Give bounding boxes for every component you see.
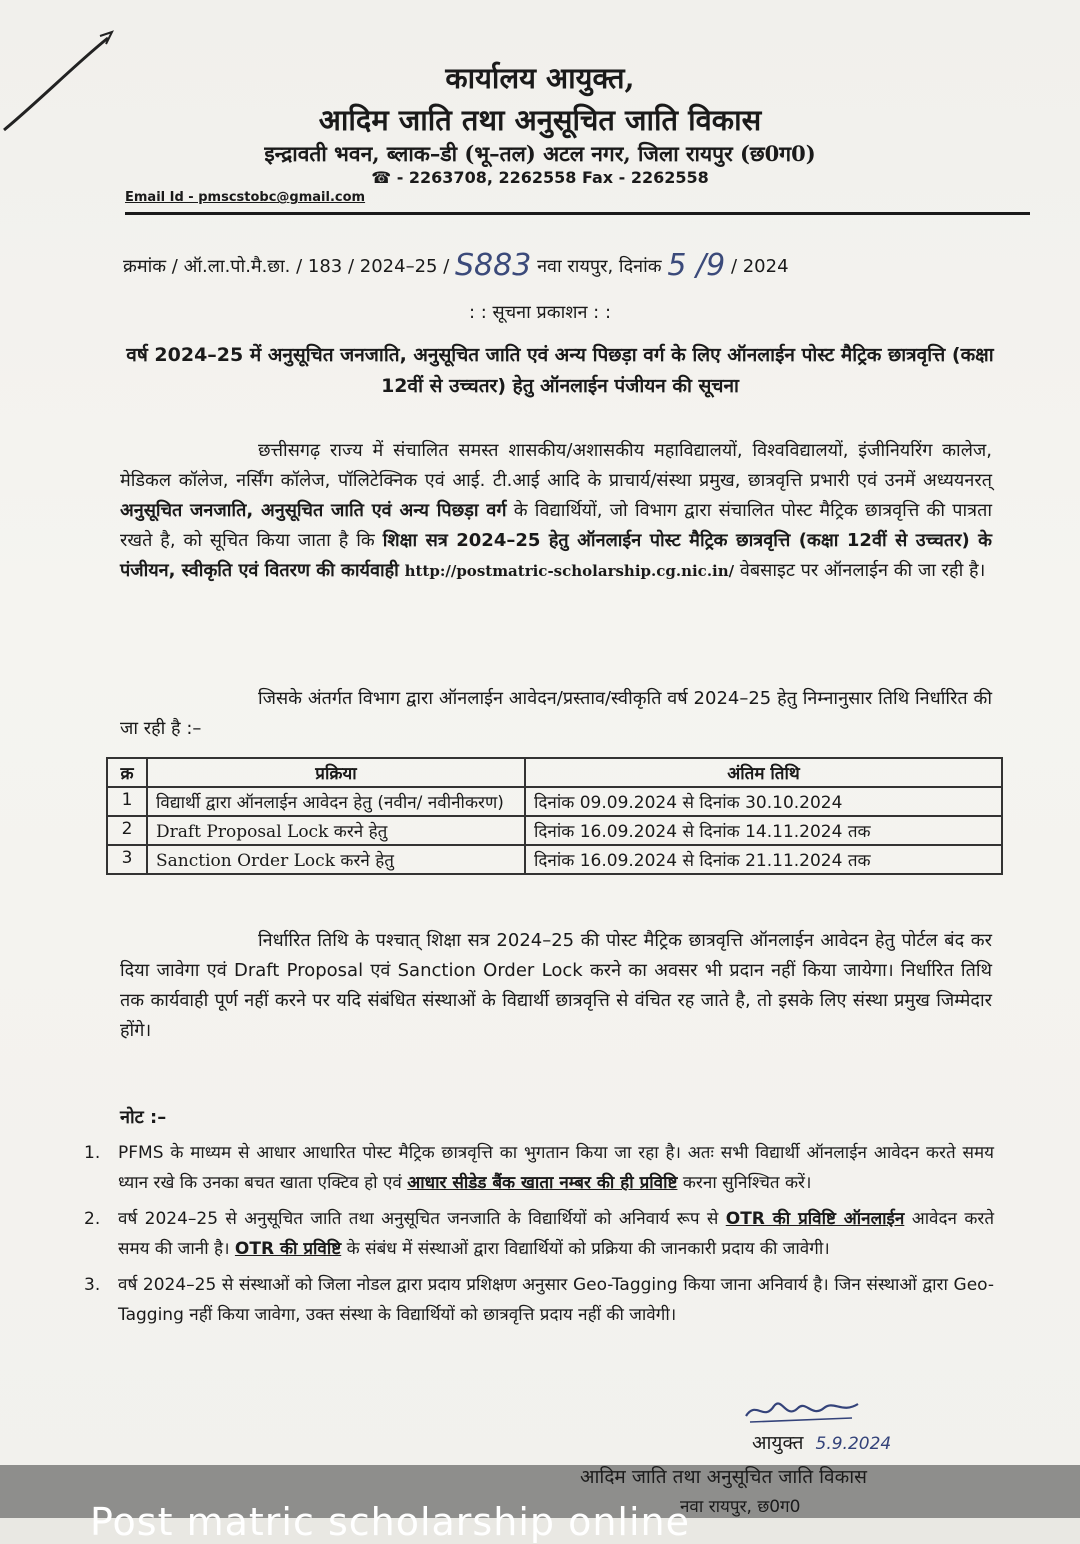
place-date-label: नवा रायपुर, दिनांक xyxy=(537,256,662,277)
note-1-emphasis: आधार सीडेड बैंक खाता नम्बर की ही प्रविष्टि xyxy=(407,1173,678,1193)
header-serial: क्र xyxy=(107,758,147,787)
paragraph-1-bold-a: अनुसूचित जनजाति, अनुसूचित जाति एवं अन्य पिछड़ा वर्ग xyxy=(120,500,507,521)
note-number: 1. xyxy=(84,1143,101,1163)
reference-number: क्रमांक / ऑ.ला.पो.मै.छा. / 183 / 2024–25 / xyxy=(123,256,450,277)
signatory-place: नवा रायपुर, छ0ग0 xyxy=(680,1497,801,1517)
reference-line xyxy=(123,248,1003,283)
paragraph-1 xyxy=(120,436,992,586)
table-header-row xyxy=(107,758,1002,787)
note-number: 2. xyxy=(84,1209,101,1229)
note-text xyxy=(118,1138,994,1198)
note-text: वर्ष 2024–25 से संस्थाओं को जिला नोडल द्वारा प्रदाय प्रशिक्षण अनुसार Geo-Tagging किया जाना अनिवार्य है। जिन संस्थाओं द्वारा Geo-Tagging नहीं किया जावेगा, उक्त संस्था के विद्यार्थियों को छात्रवृत्ति प्रदाय नहीं की जावेगी। xyxy=(118,1275,994,1325)
table-row xyxy=(107,816,1002,845)
paragraph-1-text-b: के विद्यार्थियों, जो विभाग द्वारा संचालित पोस्ट मैट्रिक छात्रवृत्ति की पात्रता रखते है, को सूचित किया जाता है कि xyxy=(120,500,992,551)
notes-heading: नोट :– xyxy=(120,1107,167,1128)
row-process: Draft Proposal Lock करने हेतु xyxy=(147,816,525,845)
website-url: http://postmatric-scholarship.cg.nic.in/ xyxy=(404,562,735,580)
table-row xyxy=(107,845,1002,874)
note-item xyxy=(84,1204,994,1264)
reference-year: / 2024 xyxy=(730,256,789,277)
note-2-emphasis-a: OTR की प्रविष्टि ऑनलाईन xyxy=(725,1209,905,1229)
note-number: 3. xyxy=(84,1275,101,1295)
header-process: प्रक्रिया xyxy=(147,758,525,787)
signatory-department: आदिम जाति तथा अनुसूचित जाति विकास xyxy=(580,1466,867,1488)
department-title: आदिम जाति तथा अनुसूचित जाति विकास xyxy=(318,103,762,137)
email-id: Email Id - pmscstobc@gmail.com xyxy=(125,190,366,205)
row-serial: 3 xyxy=(107,845,147,874)
signature-scribble xyxy=(742,1396,862,1426)
note-1-text-c: करना सुनिश्चित करें। xyxy=(682,1173,812,1193)
row-date: दिनांक 16.09.2024 से दिनांक 21.11.2024 तक xyxy=(525,845,1002,874)
paragraph-1-text-a: छत्तीसगढ़ राज्य में संचालित समस्त शासकीय/अशासकीय महाविद्यालयों, विश्वविद्यालयों, इंजीनियरिंग कालेज, मेडिकल कॉलेज, नर्सिंग कॉलेज, पॉलिटेक्निक एवं आई. टी.आई आदि के प्राचार्य/संस्था प्रमुख, छात्रवृत्ति प्रभारी एवं उनमें अध्ययनरत् xyxy=(120,440,992,491)
note-text xyxy=(118,1204,994,1264)
row-serial: 2 xyxy=(107,816,147,845)
row-date: दिनांक 16.09.2024 से दिनांक 14.11.2024 तक xyxy=(525,816,1002,845)
row-serial: 1 xyxy=(107,787,147,816)
note-item xyxy=(84,1270,994,1330)
note-2-text-a: वर्ष 2024–25 से अनुसूचित जाति तथा अनुसूचित जनजाति के विद्यार्थियों को अनिवार्य रूप से xyxy=(118,1209,719,1229)
office-address: इन्द्रावती भवन, ब्लाक–डी (भू–तल) अटल नगर, जिला रायपुर (छ0ग0) xyxy=(264,141,816,166)
schedule-table xyxy=(106,757,1003,875)
row-date: दिनांक 09.09.2024 से दिनांक 30.10.2024 xyxy=(525,787,1002,816)
note-item xyxy=(84,1138,994,1198)
note-2-text-c: आवेदन करते समय की जानी है। xyxy=(118,1209,995,1259)
handwritten-number: S883 xyxy=(455,248,532,283)
overlay-caption: Post matric scholarship online xyxy=(90,1500,690,1544)
row-process: Sanction Order Lock करने हेतु xyxy=(147,845,525,874)
office-title: कार्यालय आयुक्त, xyxy=(445,61,635,95)
paragraph-1-text-c: वेबसाइट पर ऑनलाईन की जा रही है। xyxy=(739,560,986,581)
notes-list xyxy=(84,1138,994,1336)
handwritten-date: 5 /9 xyxy=(667,248,726,283)
note-1-text-a: PFMS के माध्यम से आधार आधारित पोस्ट मैट्रिक छात्रवृत्ति का भुगतान किया जा रहा है। अतः सभी विद्यार्थी ऑनलाईन आवेदन करते समय ध्यान रखे कि उनका बचत खाता एक्टिव हो एवं xyxy=(118,1143,994,1193)
notice-title: : : सूचना प्रकाशन : : xyxy=(468,302,612,323)
designation-text: आयुक्त xyxy=(752,1432,804,1454)
note-2-text-e: के संबंध में संस्थाओं द्वारा विद्यार्थियों को प्रक्रिया की जानकारी प्रदाय की जावेगी। xyxy=(346,1239,830,1259)
header-last-date: अंतिम तिथि xyxy=(525,758,1002,787)
row-process: विद्यार्थी द्वारा ऑनलाईन आवेदन हेतु (नवीन/ नवीनीकरण) xyxy=(147,787,525,816)
subject-heading: वर्ष 2024–25 में अनुसूचित जनजाति, अनुसूचित जाति एवं अन्य पिछड़ा वर्ग के लिए ऑनलाईन पोस्ट मैट्रिक छात्रवृत्ति (कक्षा 12वीं से उच्चतर) हेतु ऑनलाईन पंजीयन की सूचना xyxy=(126,344,994,397)
note-2-emphasis-b: OTR की प्रविष्टि xyxy=(234,1239,342,1259)
paragraph-2: जिसके अंतर्गत विभाग द्वारा ऑनलाईन आवेदन/प्रस्ताव/स्वीकृति वर्ष 2024–25 हेतु निम्नानुसार तिथि निर्धारित की जा रही है :– xyxy=(120,688,992,739)
table-row xyxy=(107,787,1002,816)
header-rule xyxy=(125,212,1030,215)
phone-fax: ☎ - 2263708, 2262558 Fax - 2262558 xyxy=(371,168,709,187)
signature-date: 5.9.2024 xyxy=(815,1434,892,1454)
paragraph-1-bold-b: शिक्षा सत्र 2024–25 हेतु ऑनलाईन पोस्ट मैट्रिक छात्रवृत्ति (कक्षा 12वीं से उच्चतर) के पंजीयन, स्वीकृति एवं वितरण की कार्यवाही xyxy=(120,530,992,581)
signatory-designation xyxy=(752,1429,891,1455)
paragraph-3: निर्धारित तिथि के पश्चात् शिक्षा सत्र 2024–25 की पोस्ट मैट्रिक छात्रवृत्ति ऑनलाईन आवेदन हेतु पोर्टल बंद कर दिया जावेगा एवं Draft Proposal एवं Sanction Order Lock करने का अवसर भी प्रदान नहीं किया जायेगा। निर्धारित तिथि तक कार्यवाही पूर्ण नहीं करने पर यदि संबंधित संस्थाओं के विद्यार्थी छात्रवृत्ति से वंचित रह जाते है, तो इसके लिए संस्था प्रमुख जिम्मेदार होंगे। xyxy=(120,930,992,1041)
